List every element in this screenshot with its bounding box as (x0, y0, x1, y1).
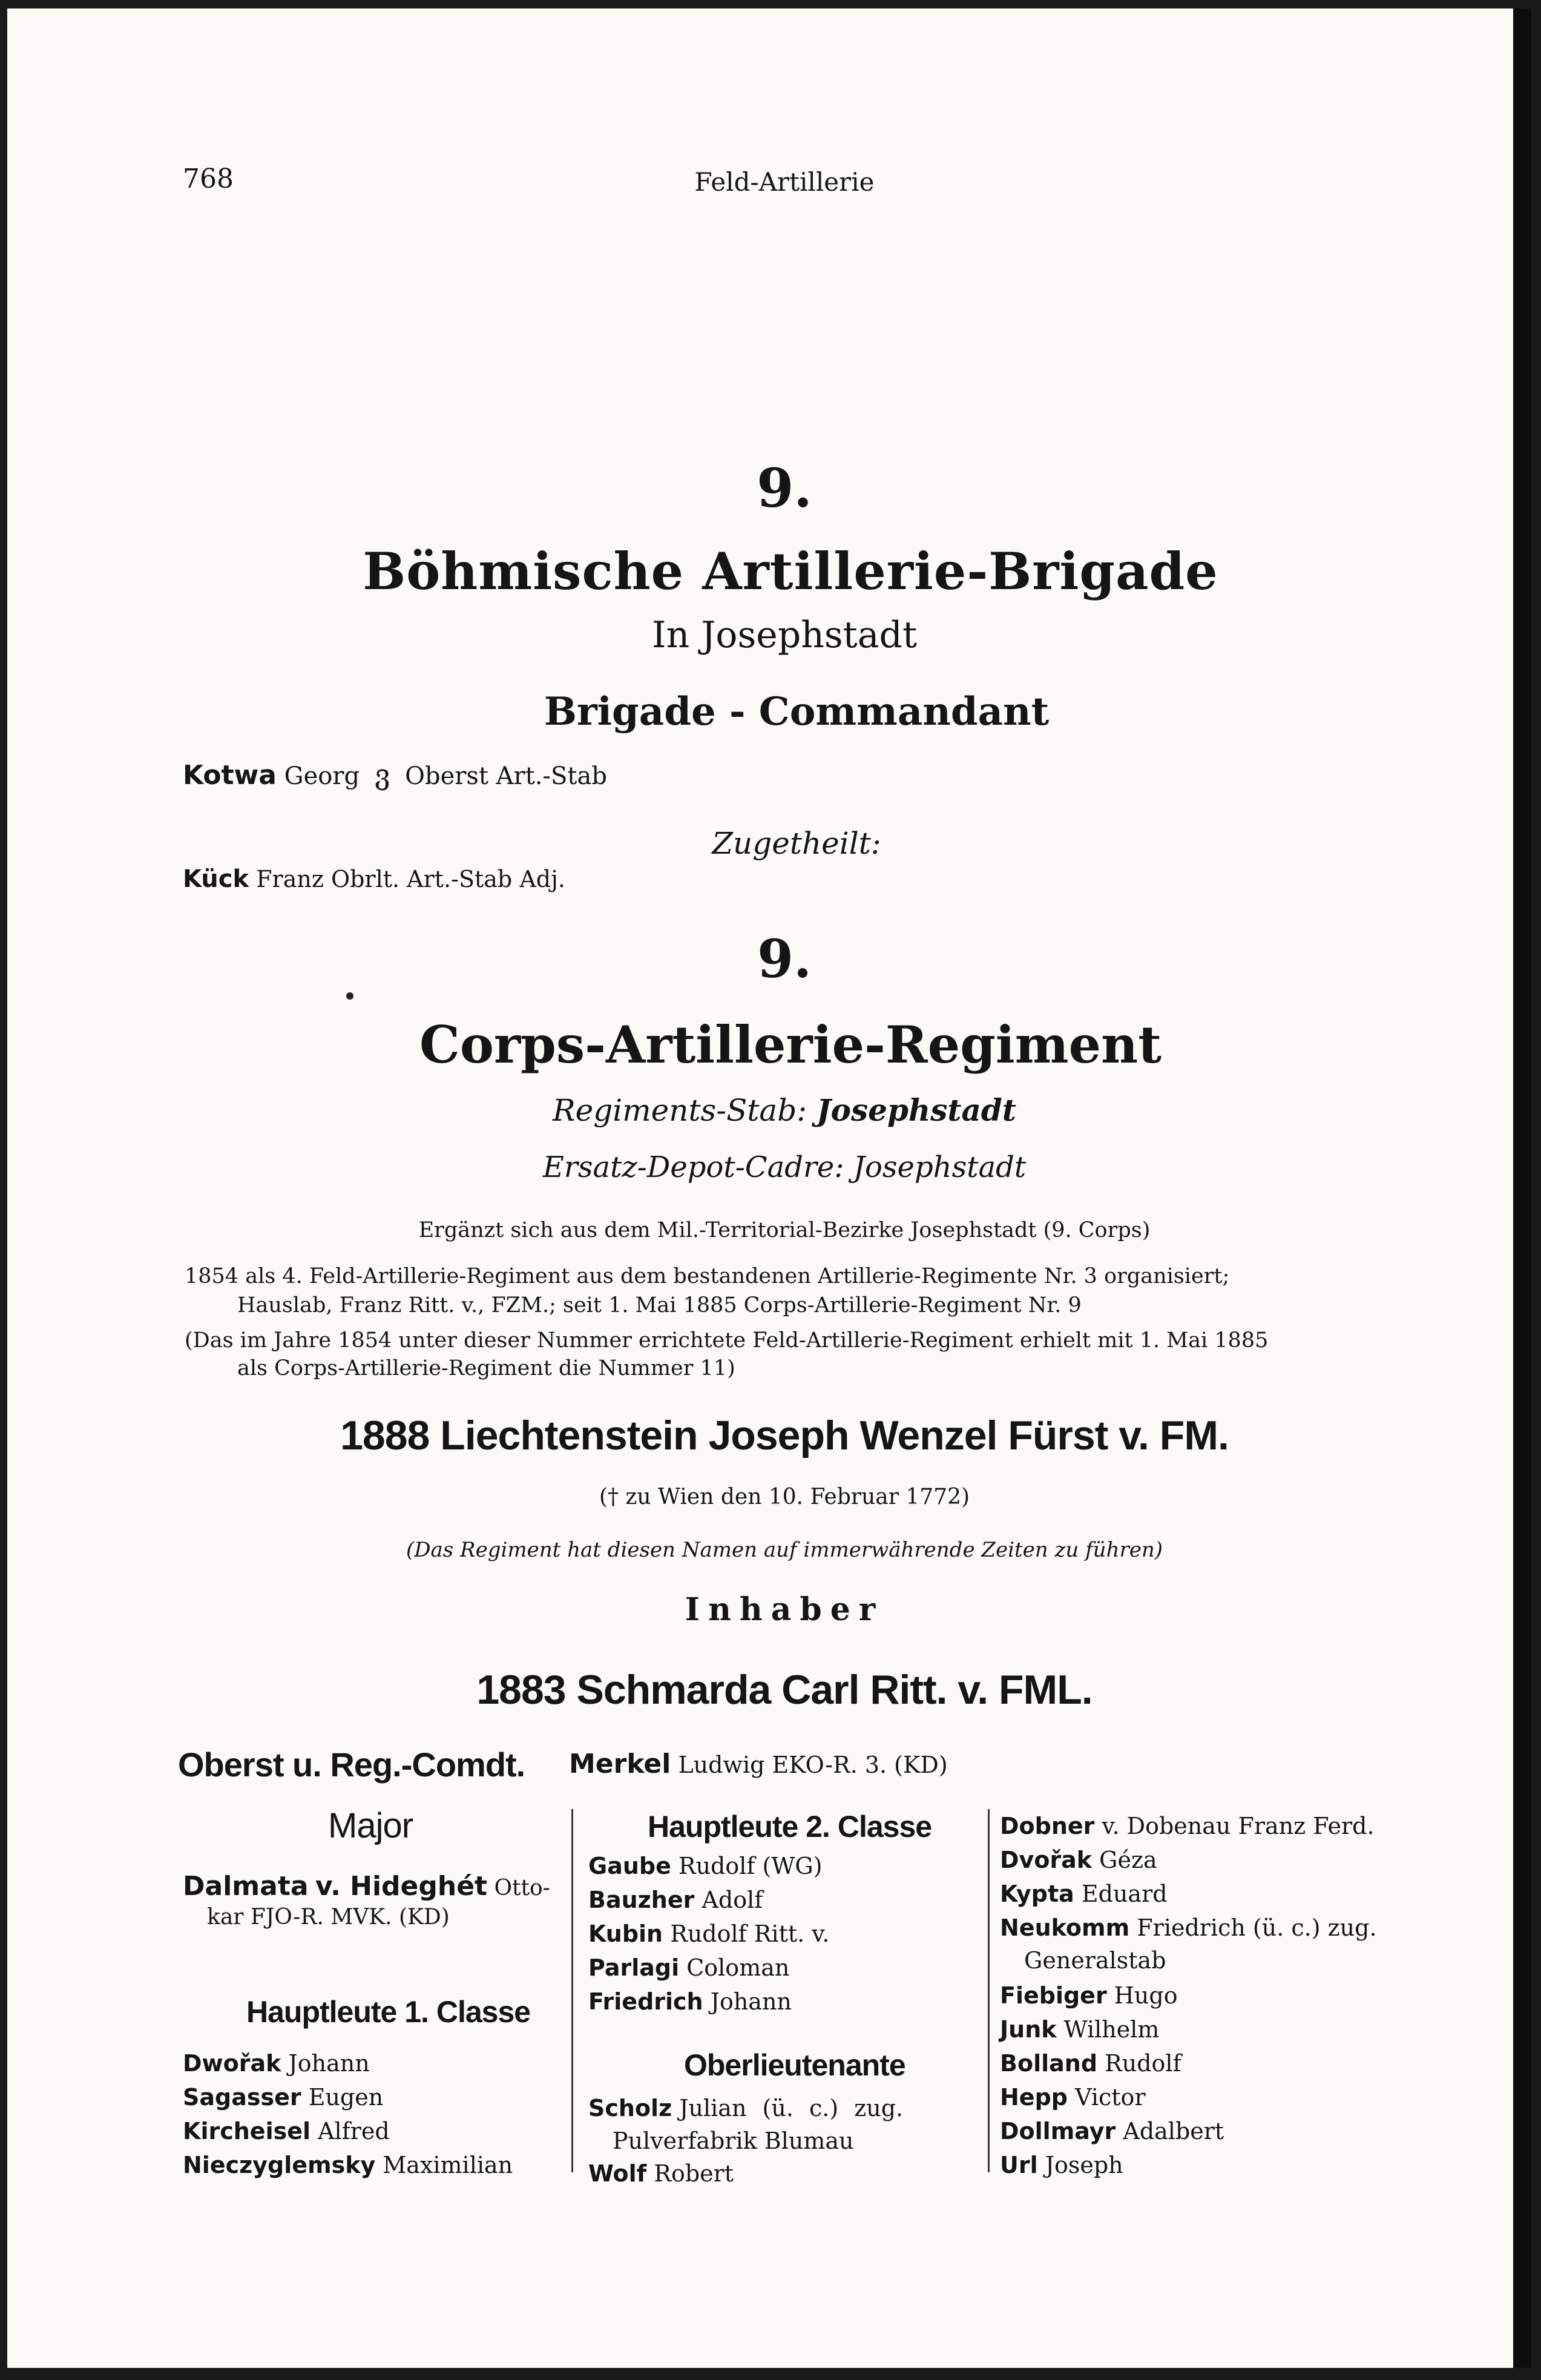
major-entry (183, 1871, 550, 1902)
list-item: Junk Wilhelm (1000, 2016, 1160, 2043)
list-item: Friedrich Johann (588, 1988, 792, 2015)
regiment-depot (31, 1150, 1513, 1184)
list-item: Dwořak Johann (183, 2050, 370, 2077)
recruitment-district: Ergänzt sich aus dem Mil.-Territorial-Bezirke Josephstadt (9. Corps) (418, 1218, 1151, 1242)
major-entry-cont: kar FJO-R. MVK. (KD) (207, 1905, 450, 1930)
attached-heading: Zugetheilt: (712, 826, 881, 861)
colonel-entry (569, 1749, 948, 1779)
list-item: Wolf Robert (588, 2160, 734, 2187)
depot-value: Josephstadt (853, 1150, 1027, 1184)
page-edge-shadow (1513, 8, 1531, 2368)
column-divider-1 (571, 1809, 573, 2172)
regiment-patron: 1888 Liechtenstein Joseph Wenzel Fürst v. FM. (340, 1413, 1229, 1459)
major-predicate: v. Hideghét (315, 1871, 488, 1902)
brigade-commander-heading: Brigade - Commandant (544, 689, 1050, 734)
attached-entry (183, 865, 565, 893)
colonel-rest: Ludwig EKO-R. 3. (KD) (678, 1752, 948, 1778)
list-item: Fiebiger Hugo (1000, 1982, 1178, 2009)
history-1-line2: Hauslab, Franz Ritt. v., FZM.; seit 1. Mai 1885 Corps-Artillerie-Regiment Nr. 9 (237, 1293, 1082, 1317)
page-number: 768 (183, 163, 234, 194)
history-2-line2: als Corps-Artillerie-Regiment die Nummer 11) (237, 1356, 735, 1380)
brigade-commander-entry (183, 758, 607, 791)
major-forename-part: Otto- (494, 1876, 550, 1900)
regiment-staff (31, 1092, 1513, 1128)
list-item: Dvořak Géza (1000, 1847, 1157, 1873)
list-item: Parlagi Coloman (588, 1954, 790, 1981)
list-item: Dollmayr Adalbert (1000, 2118, 1224, 2144)
list-item: Kubin Rudolf Ritt. v. (588, 1920, 830, 1947)
list-item: Neukomm Friedrich (ü. c.) zug. (1000, 1914, 1377, 1941)
depot-label: Ersatz-Depot-Cadre: (542, 1150, 844, 1184)
colonel-label: Oberst u. Reg.-Comdt. (178, 1745, 525, 1784)
regiment-owner: 1883 Schmarda Carl Ritt. v. FML. (476, 1667, 1092, 1713)
regiment-title: Corps-Artillerie-Regiment (419, 1015, 1162, 1075)
list-item-cont: Pulverfabrik Blumau (613, 2128, 854, 2154)
captains2-heading: Hauptleute 2. Classe (648, 1810, 932, 1844)
brigade-number: 9. (757, 457, 812, 519)
column-divider-2 (988, 1809, 990, 2172)
patron-death: († zu Wien den 10. Februar 1772) (599, 1485, 970, 1509)
decoration-symbol: ვ (374, 758, 390, 791)
list-item: Hepp Victor (1000, 2084, 1146, 2111)
list-item: Bauzher Adolf (588, 1887, 763, 1913)
lieutenants-heading: Oberlieutenante (684, 2048, 905, 2082)
list-item: Gaube Rudolf (WG) (588, 1853, 823, 1879)
book-page (7, 8, 1513, 2368)
attached-rest: Franz Obrlt. Art.-Stab Adj. (256, 866, 565, 892)
colonel-surname: Merkel (569, 1749, 671, 1779)
regiment-number: 9. (757, 929, 812, 990)
list-item-cont: Generalstab (1024, 1947, 1166, 1974)
list-item: Kypta Eduard (1000, 1881, 1168, 1907)
list-item: Kircheisel Alfred (183, 2118, 390, 2144)
owner-heading: Inhaber (685, 1591, 884, 1628)
commander-forename: Georg (284, 762, 360, 790)
commander-rank: Oberst Art.-Stab (405, 762, 607, 790)
brigade-location: In Josephstadt (651, 614, 918, 656)
captains1-heading: Hauptleute 1. Classe (246, 1995, 531, 2029)
list-item: Nieczyglemsky Maximilian (183, 2152, 513, 2178)
list-item: Dobner v. Dobenau Franz Ferd. (1000, 1813, 1375, 1839)
list-item: Bolland Rudolf (1000, 2050, 1181, 2077)
history-2-line1: (Das im Jahre 1854 unter dieser Nummer errichtete Feld-Artillerie-Regiment erhielt mit 1. Mai 1885 (185, 1328, 1269, 1353)
stray-dot (346, 992, 353, 1000)
list-item: Scholz Julian (ü. c.) zug. (588, 2095, 904, 2121)
running-title: Feld-Artillerie (694, 167, 875, 197)
brigade-title: Böhmische Artillerie-Brigade (363, 541, 1218, 601)
staff-label: Regiments-Stab: (553, 1093, 807, 1128)
patron-note: (Das Regiment hat diesen Namen auf immerwährende Zeiten zu führen) (406, 1538, 1163, 1562)
commander-surname: Kotwa (183, 760, 277, 791)
attached-surname: Kück (183, 865, 249, 893)
list-item: Url Joseph (1000, 2152, 1123, 2178)
list-item: Sagasser Eugen (183, 2084, 384, 2111)
staff-value: Josephstadt (816, 1092, 1016, 1128)
major-heading: Major (328, 1806, 413, 1845)
major-surname: Dalmata (183, 1871, 309, 1902)
history-1-line1: 1854 als 4. Feld-Artillerie-Regiment aus dem bestandenen Artillerie-Regimente Nr. 3 organisiert; (185, 1264, 1230, 1288)
